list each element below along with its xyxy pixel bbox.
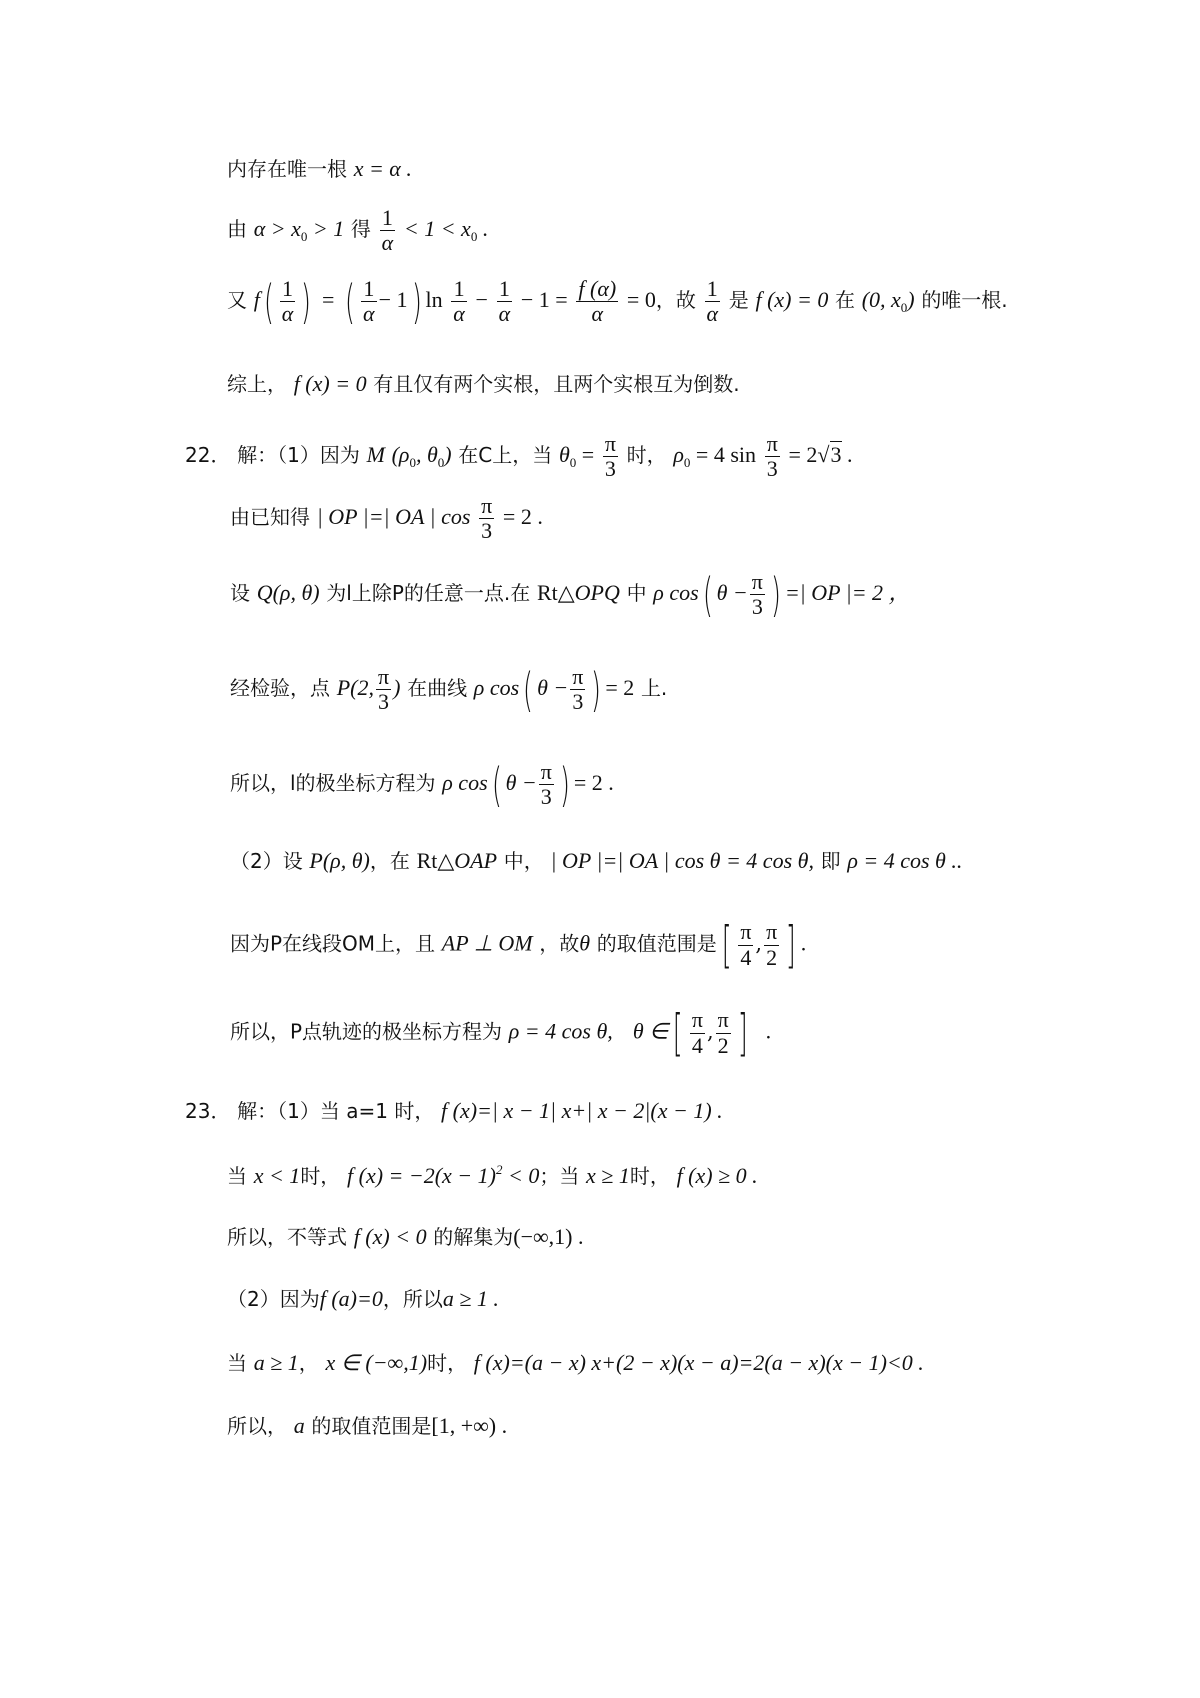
paren: ) [411, 274, 422, 329]
text: 的解集为 [433, 1225, 514, 1249]
paren: ) [770, 567, 781, 622]
denominator: 3 [378, 689, 389, 715]
math: M [366, 442, 385, 468]
text: ，故 [655, 288, 696, 313]
question-23-part1 [185, 1100, 723, 1122]
line-cases [227, 1163, 758, 1187]
math: x = α . [353, 156, 412, 181]
line-part2-setup [230, 850, 962, 872]
math: x ∈ (−∞,1) [325, 1350, 428, 1375]
math: a ≥ 1 [253, 1350, 299, 1375]
numerator: 1 [497, 277, 513, 302]
subscript: 0 [409, 455, 416, 471]
paren: ( [491, 757, 502, 812]
text: 是 [728, 288, 749, 313]
math: . [765, 1018, 772, 1044]
math-part: . [847, 442, 853, 468]
math-part: , θ [415, 442, 438, 468]
subscript: 0 [569, 455, 577, 471]
math: = 2 . [502, 504, 543, 530]
fraction [380, 206, 396, 255]
math: f (x) = 0 [293, 371, 367, 396]
fraction [603, 432, 618, 481]
fraction [479, 494, 494, 543]
text: 中 [626, 581, 647, 606]
math: x < 1 [253, 1163, 301, 1188]
text: 的唯一根. [921, 288, 1008, 313]
denominator: 2 [766, 944, 778, 970]
fraction [690, 1008, 705, 1057]
numerator: π [481, 493, 493, 518]
math: f (x) ≥ 0 . [676, 1163, 758, 1188]
text: 时， [626, 443, 667, 468]
minus: − [475, 287, 488, 313]
denominator: 3 [604, 456, 616, 482]
numerator: π [572, 664, 584, 689]
denominator: 2 [717, 1032, 729, 1058]
math: a ≥ 1 . [442, 1286, 499, 1311]
denominator: 3 [766, 456, 778, 482]
math: ) [393, 675, 401, 701]
numerator: π [377, 664, 390, 689]
math: Rt△ [536, 580, 575, 606]
numerator: π [751, 569, 763, 594]
subscript: 0 [683, 455, 691, 471]
subscript: 0 [470, 229, 478, 245]
math-part: ρ [398, 442, 410, 468]
numerator: 1 [380, 206, 396, 231]
text: 即 [820, 849, 841, 873]
math: f (x) < 0 [353, 1224, 427, 1249]
subscript: 0 [437, 455, 445, 471]
subscript: 0 [900, 300, 908, 316]
line-p-trajectory: 所以，P点轨迹的极坐标方程为 ρ = 4 cos θ, θ ∈[ $\frac{\pi}{4}$ , $\frac{\pi}{2}$ ] . [230, 1004, 772, 1062]
text: 内存在唯一根 [227, 157, 347, 181]
text: 当 [227, 1164, 247, 1188]
line-a-case [227, 1352, 924, 1374]
denominator: α [381, 230, 394, 256]
line-check-point [230, 662, 668, 717]
math [253, 216, 345, 245]
math: P(ρ, θ) [309, 848, 370, 873]
line-op-length [230, 494, 543, 543]
math-part: < 1 < x [403, 216, 471, 242]
math: AP ⊥ OM [441, 930, 533, 956]
text: 得 [350, 217, 371, 242]
numerator: π [717, 1007, 729, 1033]
math: ρ = 4 cos θ, [508, 1018, 613, 1044]
paren: ( [263, 274, 274, 329]
text: 所以， [227, 1414, 287, 1438]
text: ，所以 [382, 1287, 443, 1311]
text: 在 [835, 288, 856, 313]
math: | OP |=| OA | cos [316, 504, 471, 530]
text: 解：（1）因为 [237, 443, 360, 468]
math: ($\rho_0$, $\theta_0$) [391, 442, 452, 471]
fraction [361, 277, 377, 326]
numerator: f (α) [578, 276, 617, 301]
radicand: 3 [830, 442, 842, 468]
line-summary [227, 373, 740, 395]
math: a [293, 1413, 305, 1438]
text: 时， [629, 1164, 670, 1188]
fraction [451, 277, 467, 326]
text: 的取值范围是 [596, 931, 717, 956]
math: ρ cos [442, 770, 488, 796]
paren: ) [591, 662, 602, 717]
text: 解：（1）当 a=1 时， [237, 1099, 435, 1123]
math: f (x)=| x − 1| x+| x − 2|(x − 1) . [441, 1098, 723, 1123]
math: (−∞,1) . [513, 1224, 584, 1249]
line-part2-23 [227, 1288, 499, 1310]
math: f (x) = 0 [755, 287, 829, 313]
question-number: 23． [185, 1099, 231, 1123]
line-polar-equation-l [230, 757, 614, 812]
text: 为l上除P的任意一点.在 [326, 581, 531, 606]
numerator: 1 [361, 277, 377, 302]
math: Q(ρ, θ) [256, 580, 320, 606]
text: 经检验，点 [230, 676, 330, 701]
math-part: = 4 sin [695, 442, 757, 468]
denominator: α [498, 301, 511, 327]
text: 在曲线 [407, 676, 468, 701]
math: [1, +∞) . [431, 1413, 508, 1438]
line-theta-range: 因为P在线段OM上，且 AP ⊥ OM ，故θ 的取值范围是[ $\frac{\pi}{4}$ , $\frac{\pi}{2}$ ] . [230, 916, 807, 974]
paren: ( [702, 567, 713, 622]
text: ，故 [539, 931, 580, 956]
line-a-range [227, 1415, 507, 1437]
text: 由 [227, 217, 247, 242]
fraction [716, 1008, 731, 1057]
math: = 2 [605, 675, 635, 701]
denominator: 4 [691, 1032, 703, 1058]
numerator: π [766, 431, 778, 456]
text: ，在 [369, 849, 410, 873]
paren: ( [345, 274, 355, 329]
math: f (x)=(a − x) x+(2 − x)(x − a)=2(a − x)(x − 1)<0 . [473, 1350, 924, 1375]
math: f [253, 287, 260, 313]
math-part: (0, x [861, 287, 901, 313]
fraction [576, 277, 618, 326]
math: . [800, 930, 807, 956]
denominator: α [281, 301, 294, 327]
bracket: ] [737, 1004, 748, 1062]
numerator: π [691, 1007, 703, 1033]
text: ；当 [539, 1164, 580, 1188]
subscript: 0 [300, 229, 308, 245]
math: = 2 . [573, 770, 614, 796]
denominator: α [363, 301, 375, 327]
text: 又 [227, 288, 247, 313]
denominator: 3 [751, 594, 763, 620]
bracket: ] [786, 916, 796, 974]
denominator: α [591, 301, 604, 327]
text: 当 [227, 1351, 247, 1375]
text: （2）因为 [227, 1287, 320, 1311]
paren: ) [301, 274, 312, 329]
math [673, 442, 757, 471]
paren: ) [559, 757, 570, 812]
fraction [764, 920, 779, 969]
math: OAP [454, 848, 498, 873]
equals: = [321, 287, 335, 313]
text: 所以，l的极坐标方程为 [230, 771, 436, 796]
math-part: α > x [253, 216, 301, 242]
math-part: = 2 [788, 442, 818, 468]
math [347, 1163, 539, 1188]
denominator: α [706, 301, 719, 327]
text: 在C上，当 [458, 443, 553, 468]
math-part: ρ [673, 442, 684, 468]
math: | OP |=| OA | cos θ = 4 cos θ, [550, 848, 814, 873]
math: θ − [537, 675, 569, 701]
math: ρ cos [653, 580, 699, 606]
math-part: > 1 [307, 216, 345, 242]
numerator: 1 [705, 277, 721, 302]
bracket: [ [721, 916, 732, 974]
math: θ − [716, 580, 748, 606]
interval [861, 287, 915, 316]
math-part: θ [558, 442, 570, 468]
numerator: 1 [451, 277, 467, 302]
text: 时， [427, 1351, 468, 1375]
denominator: 3 [572, 689, 584, 715]
math-part: ) [907, 287, 915, 313]
line-alpha-inequality [227, 206, 488, 255]
math: = 2√3 . [788, 442, 853, 468]
text: 因为P在线段OM上，且 [230, 931, 436, 956]
text: 上. [640, 676, 668, 701]
numerator: 1 [280, 277, 296, 302]
math: θ ∈ [632, 1018, 669, 1044]
text: 中， [503, 849, 544, 873]
math: ρ = 4 cos θ .. [847, 848, 963, 873]
text: 有且仅有两个实根，且两个实根互为倒数. [373, 372, 740, 396]
paren: ( [523, 662, 534, 717]
math-part: − 1 [378, 287, 408, 313]
numerator: π [604, 431, 616, 456]
denominator: 3 [481, 518, 493, 544]
numerator: π [740, 919, 752, 945]
fraction [539, 760, 554, 809]
line-f-one-over-alpha [227, 274, 1008, 329]
denominator: α [453, 301, 465, 327]
question-number: 22． [185, 443, 231, 468]
math-part: = 0 [626, 287, 656, 313]
text: 综上， [227, 372, 287, 396]
math-part: . [477, 216, 489, 242]
text: 所以，不等式 [227, 1225, 347, 1249]
math: f (a)=0 [319, 1286, 383, 1311]
denominator: 3 [540, 784, 552, 810]
fraction [738, 920, 753, 969]
math: θ − [505, 770, 537, 796]
line-unique-root [227, 158, 412, 180]
math: ρ cos [473, 675, 520, 701]
fraction [280, 277, 296, 326]
math-part: f (x) = −2(x − 1) [347, 1163, 496, 1188]
denominator: 4 [740, 944, 752, 970]
text: 设 [230, 581, 250, 606]
text: ， [298, 1351, 319, 1375]
line-solution-set [227, 1226, 584, 1248]
math: OPQ [574, 580, 620, 606]
math: P(2, [336, 675, 374, 701]
text: （2）设 [230, 849, 303, 873]
math: θ [579, 930, 591, 956]
math [403, 216, 489, 245]
question-22-part1 [185, 432, 853, 481]
math: Rt△ [416, 848, 455, 873]
text: 时， [300, 1164, 341, 1188]
fraction [376, 665, 391, 714]
numerator: π [540, 759, 552, 784]
ln: ln [425, 287, 443, 313]
fraction [765, 432, 780, 481]
math [558, 442, 595, 471]
numerator: π [766, 919, 778, 945]
text: 由已知得 [230, 505, 310, 530]
fraction [705, 277, 721, 326]
fraction [750, 570, 765, 619]
text: 所以，P点轨迹的极坐标方程为 [230, 1019, 503, 1044]
line-q-point [230, 567, 911, 622]
math-part: − 1 = [520, 287, 568, 313]
fraction [570, 665, 585, 714]
superscript: 2 [495, 1162, 503, 1177]
math: x ≥ 1 [586, 1163, 630, 1188]
bracket: [ [673, 1004, 683, 1062]
math-part: < 0 [502, 1163, 540, 1188]
fraction [497, 277, 513, 326]
math-part: = [581, 442, 595, 468]
text: 的取值范围是 [311, 1414, 432, 1438]
math: =| OP |= 2 ， [784, 580, 911, 606]
